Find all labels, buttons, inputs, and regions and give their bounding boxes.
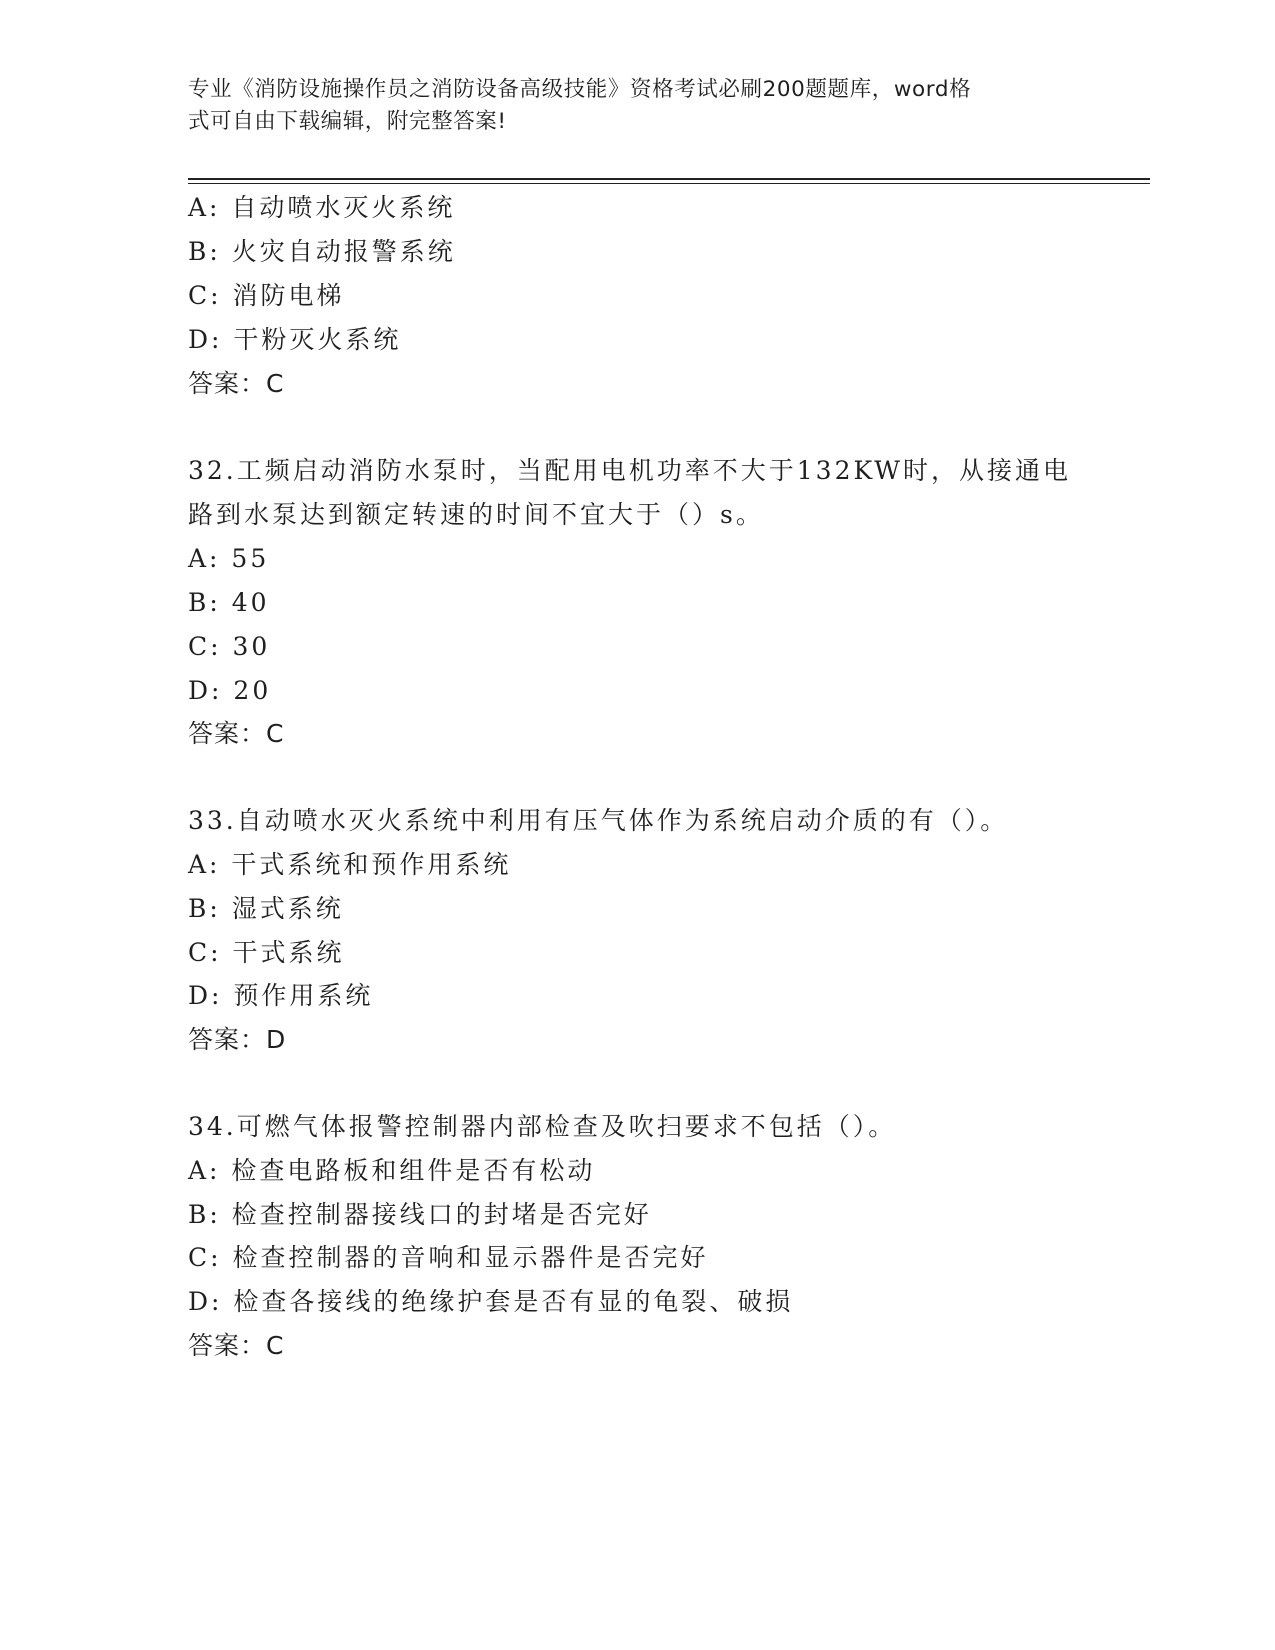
q32-answer: 答案：C xyxy=(188,719,285,748)
q33-option-b: B: 湿式系统 xyxy=(188,894,344,923)
q31-option-a: A: 自动喷水灭火系统 xyxy=(188,193,456,222)
q31-answer: 答案：C xyxy=(188,369,285,398)
header-line-2: 式可自由下载编辑，附完整答案! xyxy=(188,109,507,134)
q32-stem-line-1: 32.工频启动消防水泵时，当配用电机功率不大于132KW时，从接通电 xyxy=(188,456,1071,485)
header-line-1: 专业《消防设施操作员之消防设备高级技能》资格考试必刷200题题库，word格 xyxy=(188,77,972,102)
q33-option-c: C: 干式系统 xyxy=(188,938,345,967)
q31-option-b: B: 火灾自动报警系统 xyxy=(188,237,456,266)
q34-option-d: D: 检查各接线的绝缘护套是否有显的龟裂、破损 xyxy=(188,1287,794,1316)
q32-option-d: D: 20 xyxy=(188,676,272,705)
q33-answer: 答案：D xyxy=(188,1025,287,1054)
q31-option-d: D: 干粉灭火系统 xyxy=(188,325,402,354)
q33-option-d: D: 预作用系统 xyxy=(188,981,374,1010)
q33-stem: 33.自动喷水灭火系统中利用有压气体作为系统启动介质的有（）。 xyxy=(188,806,1009,835)
q32-option-a: A: 55 xyxy=(188,544,270,573)
q32-option-b: B: 40 xyxy=(188,588,270,617)
q34-answer: 答案：C xyxy=(188,1331,285,1360)
q34-option-b: B: 检查控制器接线口的封堵是否完好 xyxy=(188,1200,652,1229)
q31-option-c: C: 消防电梯 xyxy=(188,281,345,310)
q34-option-a: A: 检查电路板和组件是否有松动 xyxy=(188,1156,596,1185)
q34-stem: 34.可燃气体报警控制器内部检查及吹扫要求不包括（）。 xyxy=(188,1112,897,1141)
q32-option-c: C: 30 xyxy=(188,632,271,661)
q32-stem-line-2: 路到水泵达到额定转速的时间不宜大于（）s。 xyxy=(188,500,764,529)
header-rule-thick xyxy=(188,178,1150,180)
q34-option-c: C: 检查控制器的音响和显示器件是否完好 xyxy=(188,1243,709,1272)
q33-option-a: A: 干式系统和预作用系统 xyxy=(188,850,512,879)
document-header xyxy=(188,74,1068,138)
header-rule-thin xyxy=(188,183,1150,184)
